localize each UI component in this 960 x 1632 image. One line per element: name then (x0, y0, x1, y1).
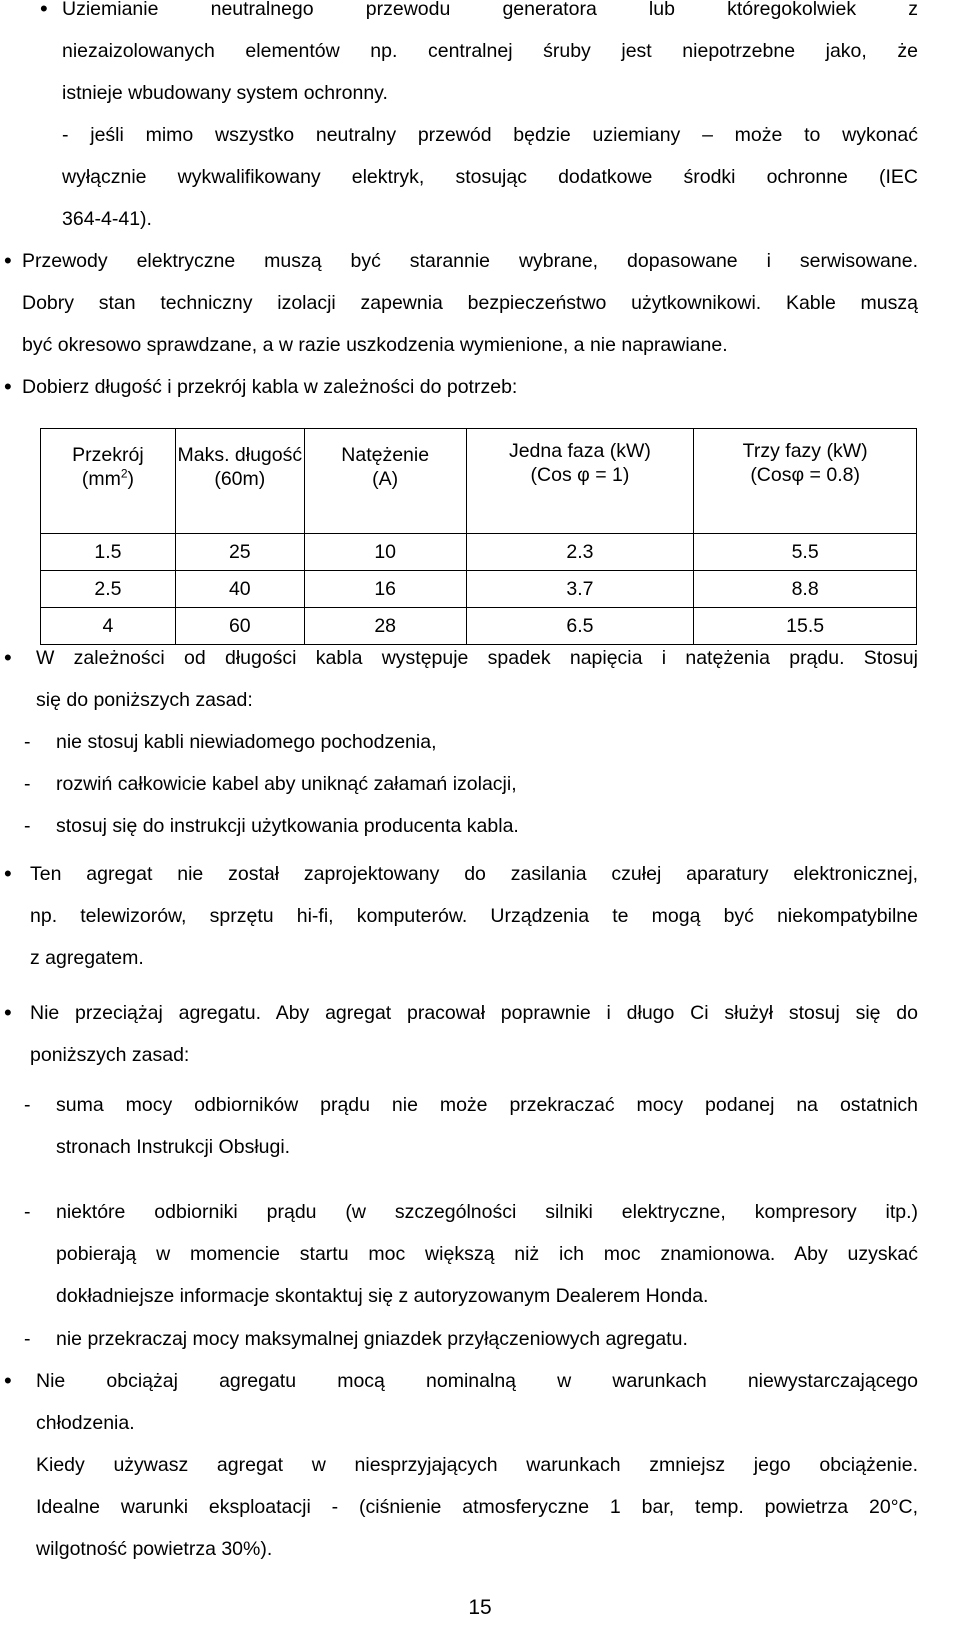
table-row (41, 534, 917, 571)
table-cell: 40 (175, 571, 304, 608)
table-cell: 3.7 (466, 571, 694, 608)
table-cell: 15.5 (694, 608, 917, 645)
header-current: Natężenie (A) (304, 429, 466, 534)
text-line: Ten agregat nie został zaprojektowany do zasilania czułej aparatury elektronicznej, (30, 863, 918, 885)
list-dash: - (24, 815, 31, 837)
table-cell: 8.8 (694, 571, 917, 608)
text-line: W zależności od długości kabla występuje spadek napięcia i natężenia prądu. Stosuj (36, 647, 918, 669)
list-item (56, 1191, 918, 1317)
text-line: Kiedy używasz agregat w niesprzyjających warunkach zmniejsz jego obciążenie. (36, 1454, 918, 1476)
text-line: chłodzenia. (36, 1412, 135, 1434)
list-dash: - (24, 1201, 31, 1223)
text-line: nie stosuj kabli niewiadomego pochodzenia, (56, 731, 437, 753)
table-cell: 10 (304, 534, 466, 571)
table-header-row (41, 429, 917, 534)
text-line: suma mocy odbiorników prądu nie może przekraczać mocy podanej na ostatnich (56, 1094, 918, 1116)
list-item (56, 1084, 918, 1168)
bullet: • (4, 1368, 12, 1393)
header-single-phase: Jedna faza (kW) (Cos φ = 1) (466, 429, 694, 534)
text-line: nie przekraczaj mocy maksymalnej gniazdek przyłączeniowych agregatu. (56, 1328, 688, 1350)
header-cross-section: Przekrój $(mm^2)$ (41, 429, 176, 534)
text-line: Dobierz długość i przekrój kabla w zależności do potrzeb: (22, 376, 518, 398)
table-cell: 2.5 (41, 571, 176, 608)
bullet: • (4, 861, 12, 886)
paragraph-electronics (30, 853, 918, 979)
text-line: Uziemianie neutralnego przewodu generatora lub któregokolwiek z (62, 0, 918, 20)
list-item (56, 1318, 688, 1360)
paragraph-voltage-drop (36, 637, 918, 721)
paragraph-overload (30, 992, 918, 1076)
page-number: 15 (468, 1596, 492, 1619)
paragraph-cooling (36, 1360, 918, 1570)
text-line: wilgotność powietrza 30%). (36, 1538, 273, 1560)
text-line: Nie obciążaj agregatu mocą nominalną w warunkach niewystarczającego (36, 1370, 918, 1392)
bullet: • (4, 645, 12, 670)
list-dash: - (24, 773, 31, 795)
list-item (56, 805, 519, 847)
bullet: • (4, 1000, 12, 1025)
header-max-length: Maks. długość (60m) (175, 429, 304, 534)
text-line: być okresowo sprawdzane, a w razie uszkodzenia wymienione, a nie naprawiane. (22, 334, 728, 356)
list-dash: - (24, 731, 31, 753)
table-cell: 4 (41, 608, 176, 645)
paragraph-cables (22, 240, 918, 366)
text-line: stronach Instrukcji Obsługi. (56, 1136, 291, 1158)
text-line: poniższych zasad: (30, 1044, 190, 1066)
table-cell: 6.5 (466, 608, 694, 645)
text-line: 364-4-41). (62, 208, 152, 230)
list-item (56, 763, 517, 805)
text-line: Przewody elektryczne muszą być starannie wybrane, dopasowane i serwisowane. (22, 250, 918, 272)
text-line: np. telewizorów, sprzętu hi-fi, komputerów. Urządzenia te mogą być niekompatybilne (30, 905, 918, 927)
text-line: istnieje wbudowany system ochronny. (62, 82, 388, 104)
list-dash: - (24, 1328, 31, 1350)
text-line: się do poniższych zasad: (36, 689, 253, 711)
bullet: • (40, 0, 48, 21)
text-line: niezaizolowanych elementów np. centralnej śruby jest niepotrzebne jako, że (62, 40, 918, 62)
text-line: z agregatem. (30, 947, 144, 969)
paragraph-cable-selection (22, 366, 918, 408)
text-line: dokładniejsze informacje skontaktuj się z autoryzowanym Dealerem Honda. (56, 1285, 709, 1307)
text-line: Dobry stan techniczny izolacji zapewnia bezpieczeństwo użytkownikowi. Kable muszą (22, 292, 918, 314)
paragraph-grounding (62, 0, 918, 114)
table-row (41, 571, 917, 608)
cable-table (40, 428, 917, 645)
table-cell: 28 (304, 608, 466, 645)
table-cell: 2.3 (466, 534, 694, 571)
text-line: Nie przeciążaj agregatu. Aby agregat pracował poprawnie i długo Ci służył stosuj się do (30, 1002, 918, 1024)
table-cell: 1.5 (41, 534, 176, 571)
list-dash: - (24, 1094, 31, 1116)
text-line: - jeśli mimo wszystko neutralny przewód będzie uziemiany – może to wykonać (62, 124, 918, 146)
table-cell: 16 (304, 571, 466, 608)
table-cell: 5.5 (694, 534, 917, 571)
list-item (56, 721, 437, 763)
text-line: niektóre odbiorniki prądu (w szczególności silniki elektryczne, kompresory itp.) (56, 1201, 918, 1223)
bullet: • (4, 374, 12, 399)
text-line: rozwiń całkowicie kabel aby uniknąć załamań izolacji, (56, 773, 517, 795)
text-line: pobierają w momencie startu moc większą niż ich moc znamionowa. Aby uzyskać (56, 1243, 918, 1265)
text-line: stosuj się do instrukcji użytkowania producenta kabla. (56, 815, 519, 837)
paragraph-grounding-note (62, 114, 918, 240)
bullet: • (4, 248, 12, 273)
text-line: Idealne warunki eksploatacji - (ciśnienie atmosferyczne 1 bar, temp. powietrza 20°C, (36, 1496, 918, 1518)
header-three-phase: Trzy fazy (kW) (Cosφ = 0.8) (694, 429, 917, 534)
text-line: wyłącznie wykwalifikowany elektryk, stosując dodatkowe środki ochronne (IEC (62, 166, 918, 188)
table-cell: 25 (175, 534, 304, 571)
table-cell: 60 (175, 608, 304, 645)
